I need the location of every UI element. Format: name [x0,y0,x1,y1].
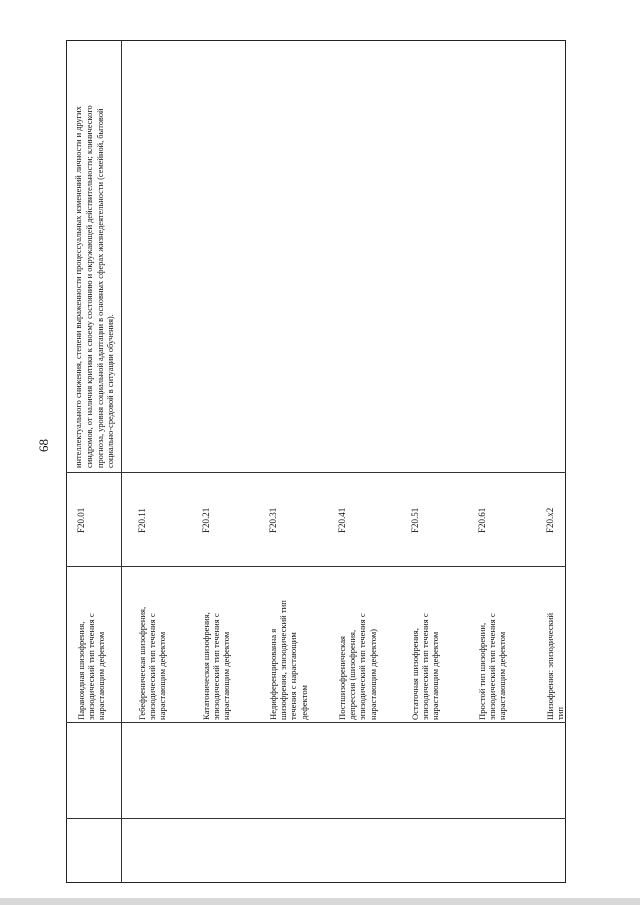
diagnosis-code-1: F20.01 [76,507,86,533]
column-divider-a [66,818,566,819]
description-text: интеллектуального снижения, степени выраженности процессуальных изменений личности и других синдромов, от наличия критики к своему состоянию и окружающей действительности; клинического прогноза, уровня социальной адаптации в основных сферах жизнедеятельности (семейной, бытовой социально-средовой в ситуации обучения). [74,105,116,468]
diagnosis-name-1: Параноидная шизофрения, эпизодический тип течения с нарастающим дефектом [76,613,107,720]
column-divider-name-left [66,566,121,567]
column-divider-description [121,40,122,883]
diagnosis-code-6: F20.51 [410,507,420,533]
diagnosis-name-7: Простой тип шизофрении, эпизодический тип течения с нарастающим дефектом [477,613,508,720]
diagnosis-code-7: F20.61 [477,507,487,533]
diagnosis-code-2: F20.11 [137,508,147,533]
diagnosis-name-6: Остаточная шизофрения, эпизодический тип течения с нарастающим дефектом [410,613,441,720]
document-table [66,40,566,883]
diagnosis-code-3: F20.21 [201,507,211,533]
diagnosis-code-8: F20.х2 [545,507,555,533]
column-divider-name-right [66,722,121,723]
diagnosis-name-8: Шизофрения: эпизодический тип [545,612,566,720]
diagnosis-code-5: F20.41 [337,507,347,533]
column-divider-d [121,472,566,473]
diagnosis-name-3: Кататоническая шизофрения, эпизодический тип течения с нарастающим дефектом [201,612,232,720]
column-divider-e [66,472,121,473]
diagnosis-code-4: F20.31 [268,507,278,533]
diagnosis-name-2: Гебефреническая шизофрения, эпизодический тип течения с нарастающим дефектом [137,606,168,720]
column-divider-b [121,722,566,723]
page-number: 68 [36,439,51,452]
diagnosis-name-4: Недифференцированна я шизофрения, эпизодический тип течения с нарастающим дефектом [268,600,309,720]
column-divider-c [121,566,566,567]
diagnosis-name-5: Постшизофреническая депрессия (шизофрения, эпизодический тип течения с нарастающим дефектом) [337,613,378,720]
scan-edge-bottom [0,898,640,905]
